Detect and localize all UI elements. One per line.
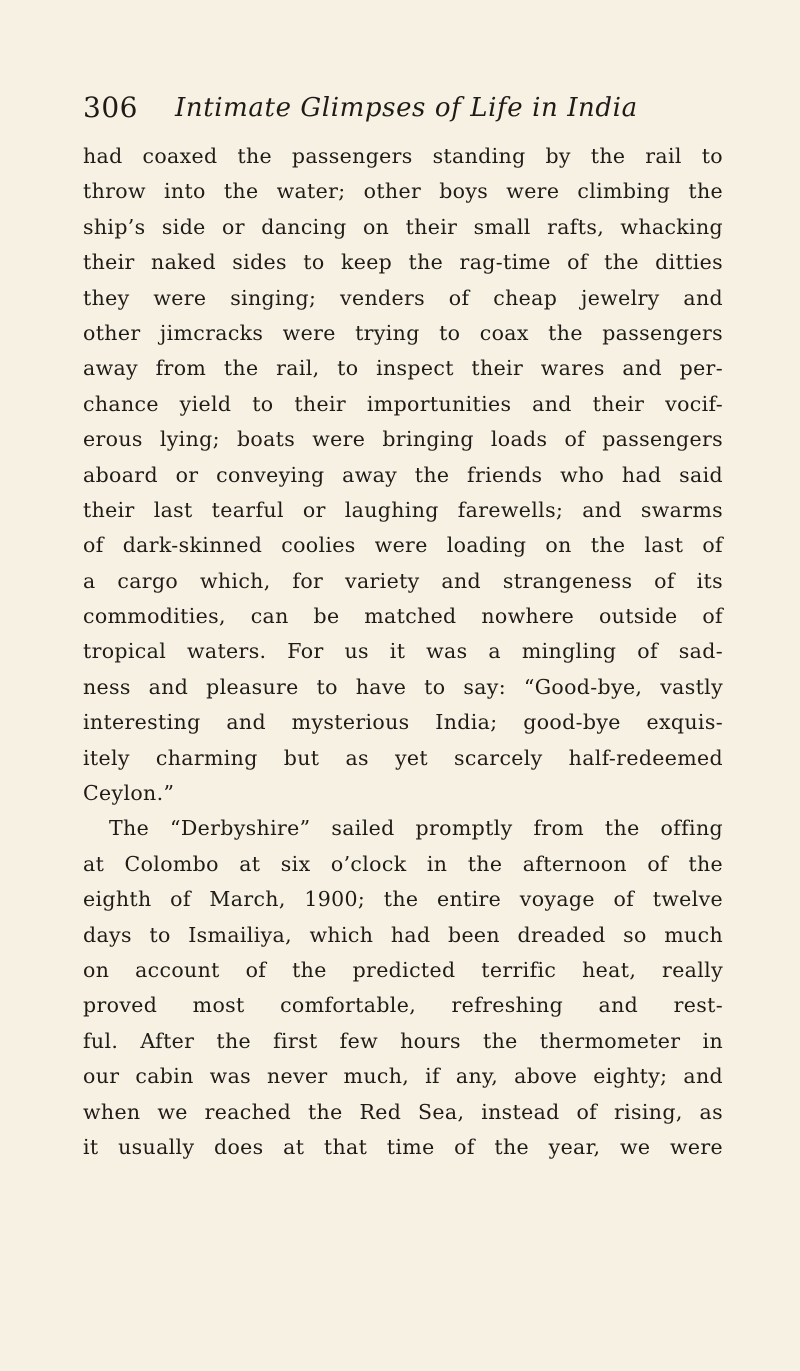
- text-line: our cabin was never much, if any, above eighty; and: [83, 1064, 723, 1089]
- text-line: had coaxed the passengers standing by the rail to: [83, 144, 723, 168]
- body-text: [83, 139, 723, 1165]
- running-head: [83, 92, 723, 132]
- text-line: commodities, can be matched nowhere outside of: [83, 604, 723, 629]
- text-line: interesting and mysterious India; good-bye exquis-: [83, 710, 723, 735]
- text-line: on account of the predicted terrific heat, really: [83, 957, 723, 982]
- text-line: The “Derbyshire” sailed promptly from the offing: [109, 816, 723, 841]
- text-line: itely charming but as yet scarcely half-redeemed: [83, 745, 723, 770]
- text-line: ful. After the first few hours the thermometer in: [83, 1028, 723, 1053]
- text-line: eighth of March, 1900; the entire voyage of twelve: [83, 887, 723, 912]
- page-number: 306: [83, 91, 138, 124]
- text-line: away from the rail, to inspect their wares and per-: [83, 356, 723, 381]
- text-line: their naked sides to keep the rag-time of the ditties: [83, 250, 723, 275]
- text-line: of dark-skinned coolies were loading on the last of: [83, 533, 723, 558]
- text-line: at Colombo at six o’clock in the afternoon of the: [83, 851, 723, 876]
- text-line: ship’s side or dancing on their small rafts, whacking: [83, 214, 723, 239]
- text-line: aboard or conveying away the friends who had said: [83, 462, 723, 487]
- text-line: Ceylon.”: [83, 781, 175, 806]
- text-line: their last tearful or laughing farewells; and swarms: [83, 497, 723, 522]
- text-line: days to Ismailiya, which had been dreaded so much: [83, 922, 723, 947]
- text-line: when we reached the Red Sea, instead of rising, as: [83, 1099, 723, 1124]
- text-line: throw into the water; other boys were climbing the: [83, 179, 723, 204]
- text-line: a cargo which, for variety and strangeness of its: [83, 568, 723, 593]
- text-line: they were singing; venders of cheap jewelry and: [83, 285, 723, 310]
- text-line: erous lying; boats were bringing loads of passengers: [83, 427, 723, 452]
- running-title: Intimate Glimpses of Life in India: [175, 93, 638, 123]
- text-line: proved most comfortable, refreshing and rest-: [83, 993, 723, 1018]
- text-line: other jimcracks were trying to coax the passengers: [83, 320, 723, 345]
- text-line: tropical waters. For us it was a mingling of sad-: [83, 639, 723, 664]
- text-line: chance yield to their importunities and their vocif-: [83, 391, 723, 416]
- text-line: ness and pleasure to have to say: “Good-bye, vastly: [83, 674, 723, 699]
- text-line: it usually does at that time of the year, we were: [83, 1134, 723, 1159]
